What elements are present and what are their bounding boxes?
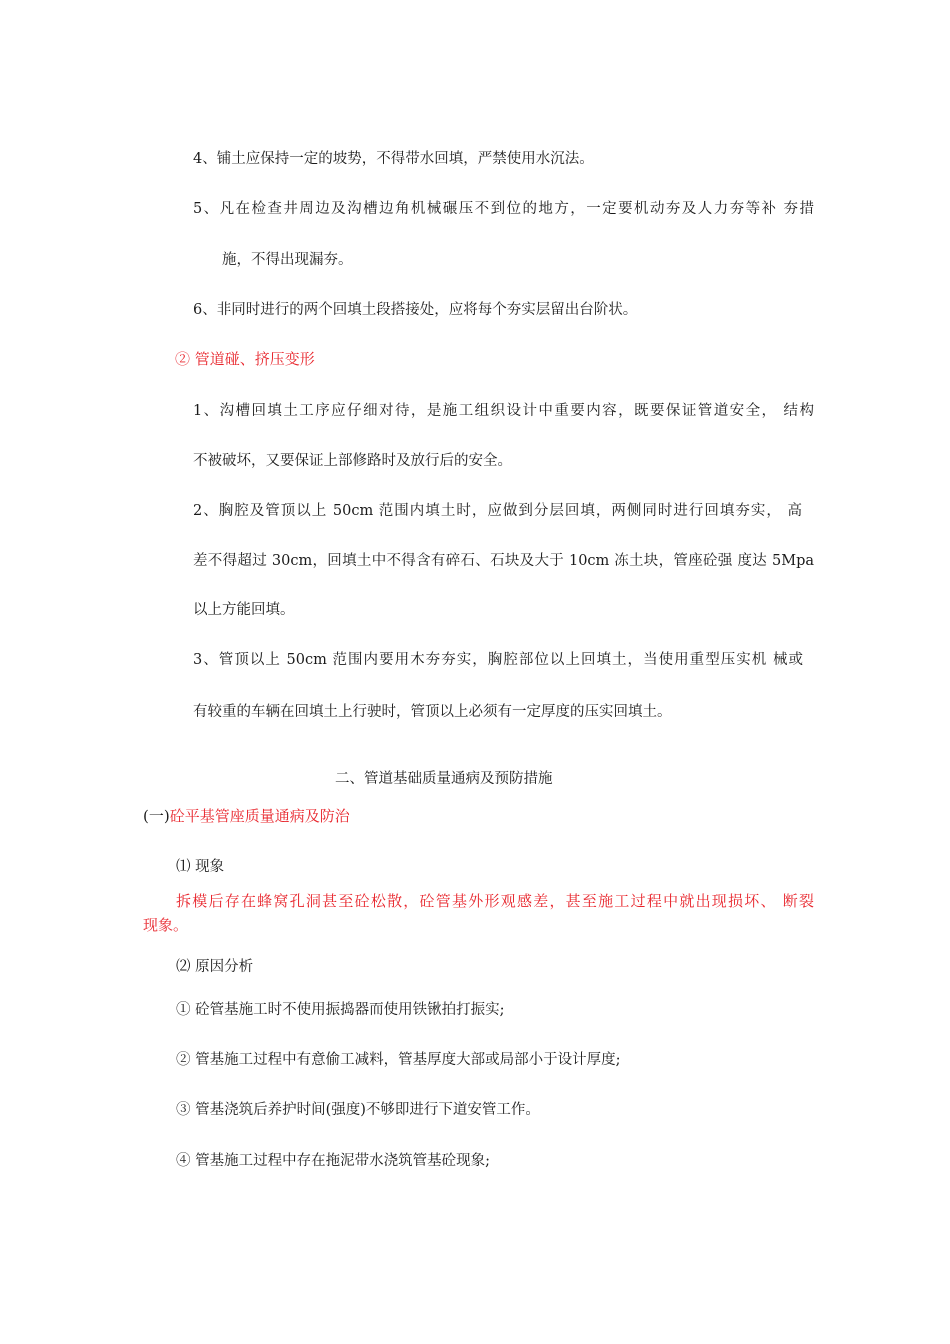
- deformation-item-1-line2: 不被破坏，又要保证上部修路时及放行后的安全。: [193, 453, 512, 469]
- item-4-text: 4、铺土应保持一定的坡势，不得带水回填，严禁使用水沉法。: [193, 151, 594, 167]
- deformation-item-3-line2: 有较重的车辆在回填土上行驶时，管顶以上必须有一定厚度的压实回填土。: [193, 704, 672, 720]
- subsection-heading: [143, 806, 350, 826]
- item-5-text-line1: 5、凡在检查井周边及沟槽边角机械碾压不到位的地方，一定要机动夯及人力夯等补 夯措: [193, 201, 814, 217]
- phenomenon-label: ⑴ 现象: [176, 859, 225, 875]
- cause-item-2: ② 管基施工过程中有意偷工减料，管基厚度大部或局部小于设计厚度;: [176, 1052, 621, 1068]
- item-5-text-line2: 施，不得出现漏夯。: [222, 252, 353, 268]
- deformation-item-3-line1: 3、管顶以上 50cm 范围内要用木夯夯实，胸腔部位以上回填土，当使用重型压实机 械或: [193, 652, 803, 668]
- cause-analysis-label: ⑵ 原因分析: [176, 959, 254, 975]
- phenomenon-text-line1: 拆模后存在蜂窝孔洞甚至砼松散，砼管基外形观感差，甚至施工过程中就出现损坏、 断裂: [176, 892, 814, 910]
- deformation-item-2-line3: 以上方能回填。: [193, 602, 295, 618]
- chapter-title: 二、管道基础质量通病及预防措施: [335, 771, 553, 787]
- cause-item-4: ④ 管基施工过程中存在拖泥带水浇筑管基砼现象;: [176, 1153, 490, 1169]
- cause-item-3: ③ 管基浇筑后养护时间(强度)不够即进行下道安管工作。: [176, 1102, 540, 1118]
- cause-item-1: ① 砼管基施工时不使用振捣器而使用铁锹拍打振实;: [176, 1002, 505, 1018]
- deformation-item-1-line1: 1、沟槽回填土工序应仔细对待，是施工组织设计中重要内容，既要保证管道安全， 结构: [193, 403, 814, 419]
- deformation-item-2-line1: 2、胸腔及管顶以上 50cm 范围内填土时，应做到分层回填，两侧同时进行回填夯实， 高: [193, 503, 802, 519]
- subsection-prefix: (一): [143, 807, 170, 825]
- deformation-item-2-line2: 差不得超过 30cm，回填土中不得含有碎石、石块及大于 10cm 冻土块，管座砼强 度达 5Mpa: [193, 553, 814, 569]
- item-6-text: 6、非同时进行的两个回填土段搭接处，应将每个夯实层留出台阶状。: [193, 302, 638, 318]
- subsection-title: 砼平基管座质量通病及防治: [169, 807, 350, 825]
- section-heading-pipe-deformation: ② 管道碰、挤压变形: [175, 350, 315, 368]
- phenomenon-text-line2: 现象。: [143, 916, 189, 934]
